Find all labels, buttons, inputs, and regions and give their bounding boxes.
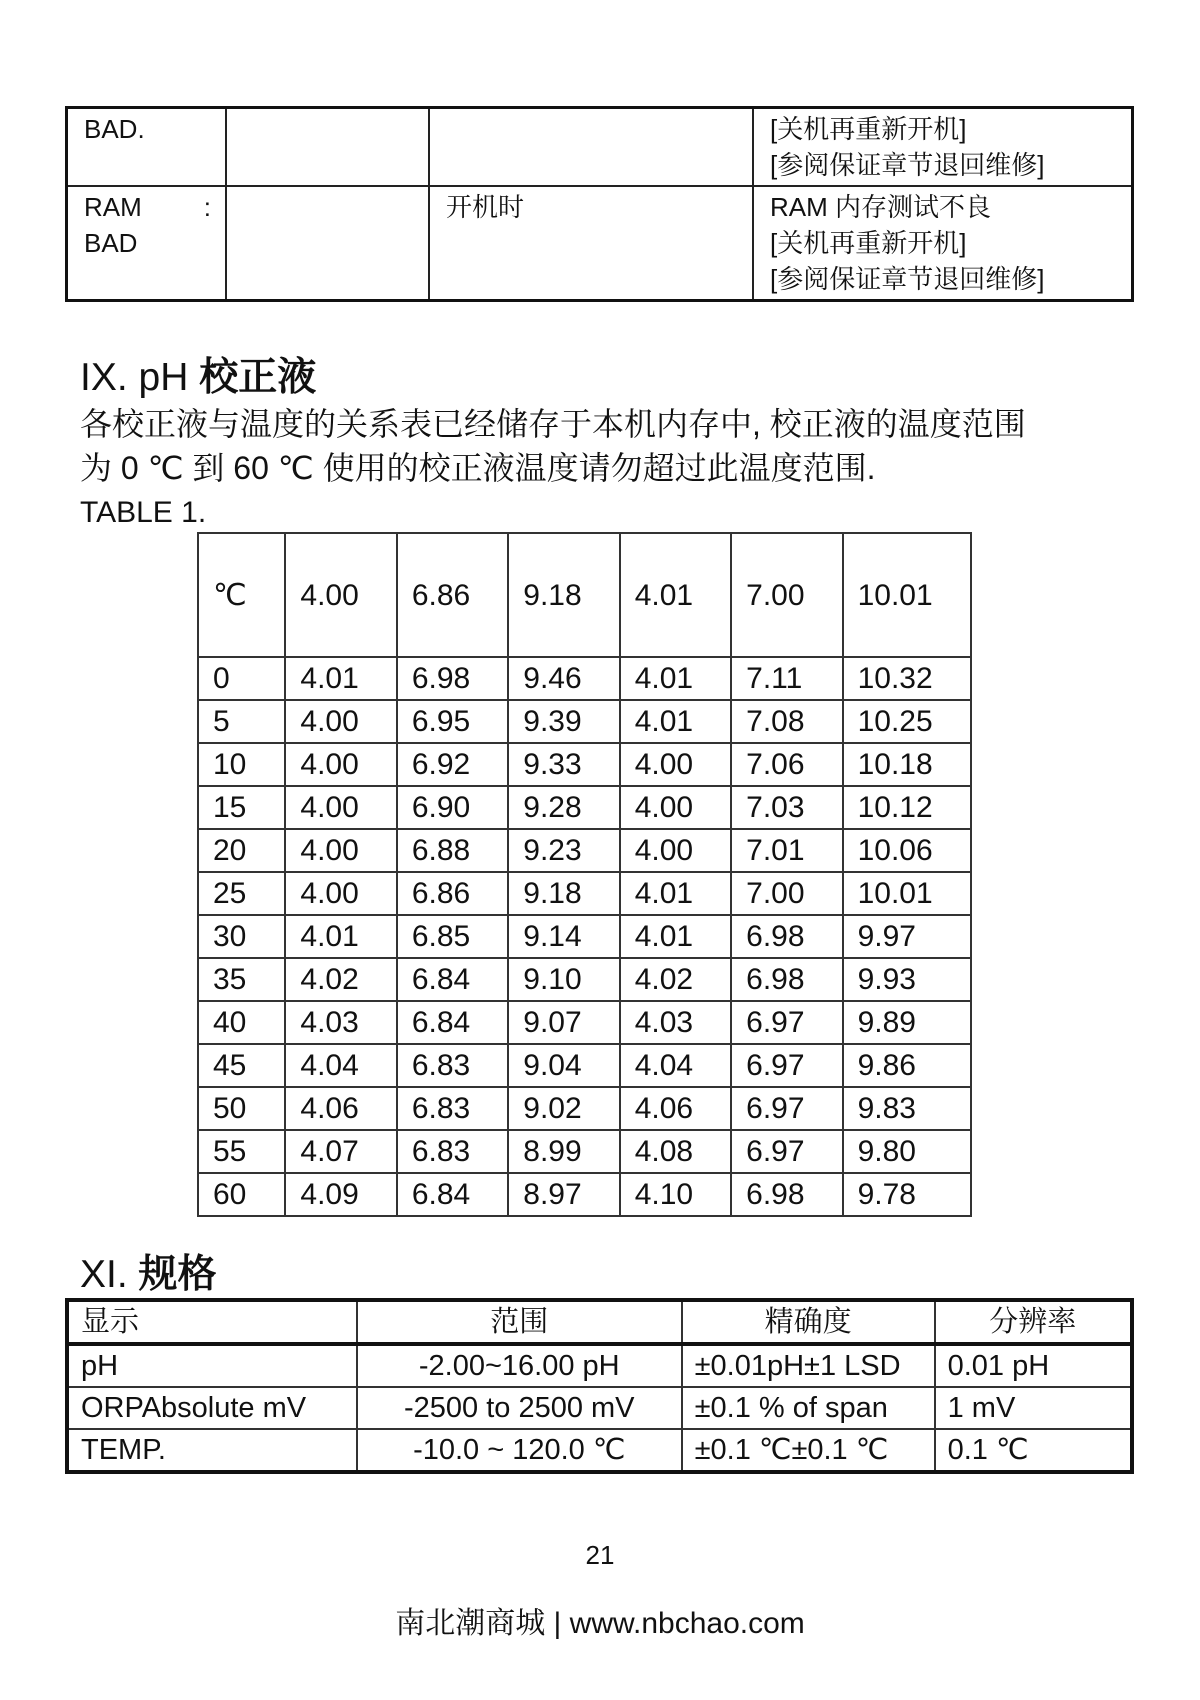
spec-range: -10.0 ~ 120.0 ℃ [357,1429,682,1472]
buffer-value-cell: 4.00 [285,743,396,786]
buffer-value-cell: 6.98 [731,1173,842,1216]
calibration-table-body [198,657,971,1216]
condition-cell: 开机时 [429,186,753,301]
description-cell [753,186,1133,301]
buffer-value-cell: 4.03 [620,1001,731,1044]
temperature-cell: 55 [198,1130,285,1173]
buffer-value-cell: 7.01 [731,829,842,872]
table-row [67,108,1133,187]
buffer-value-cell: 6.98 [731,958,842,1001]
empty-cell [226,108,429,187]
buffer-value-cell: 4.00 [620,786,731,829]
spec-resolution: 1 mV [935,1387,1132,1429]
heading-prefix: XI. [80,1253,139,1296]
buffer-value-cell: 9.10 [508,958,619,1001]
table-row [198,872,971,915]
buffer-value-cell: 6.92 [397,743,508,786]
table-row [198,829,971,872]
buffer-value-cell: 6.88 [397,829,508,872]
header-resolution: 分辨率 [935,1300,1132,1344]
buffer-value-cell: 10.01 [843,872,971,915]
heading-title: 校正液 [199,356,317,399]
header-buffer: 6.86 [397,533,508,657]
header-range: 范围 [357,1300,682,1344]
spec-display: ORPAbsolute mV [67,1387,357,1429]
spec-range: -2500 to 2500 mV [357,1387,682,1429]
buffer-value-cell: 4.01 [620,915,731,958]
header-temperature: ℃ [198,533,285,657]
buffer-value-cell: 9.02 [508,1087,619,1130]
buffer-value-cell: 4.01 [285,915,396,958]
buffer-value-cell: 4.02 [620,958,731,1001]
buffer-value-cell: 4.06 [620,1087,731,1130]
table-header-row [198,533,971,657]
table-row [198,743,971,786]
error-code-table [65,106,1134,302]
buffer-value-cell: 9.80 [843,1130,971,1173]
footer-text: 南北潮商城 | www.nbchao.com [395,1607,805,1640]
buffer-value-cell: 6.84 [397,1001,508,1044]
buffer-value-cell: 4.10 [620,1173,731,1216]
buffer-value-cell: 6.83 [397,1087,508,1130]
temperature-cell: 35 [198,958,285,1001]
table-row [67,1344,1132,1387]
buffer-value-cell: 10.18 [843,743,971,786]
table-label: TABLE 1. [80,496,207,529]
buffer-value-cell: 4.08 [620,1130,731,1173]
buffer-value-cell: 6.84 [397,958,508,1001]
table-row [198,1044,971,1087]
buffer-value-cell: 4.04 [285,1044,396,1087]
condition-cell [429,108,753,187]
description-line: RAM 内存测试不良 [770,192,992,222]
table-row [67,186,1133,301]
table-row [198,786,971,829]
section-ix-heading [80,356,316,400]
buffer-value-cell: 9.23 [508,829,619,872]
buffer-value-cell: 10.25 [843,700,971,743]
calibration-table [197,532,972,1217]
temperature-cell: 45 [198,1044,285,1087]
buffer-value-cell: 10.06 [843,829,971,872]
buffer-value-cell: 6.98 [397,657,508,700]
buffer-value-cell: 10.32 [843,657,971,700]
buffer-value-cell: 10.12 [843,786,971,829]
temperature-cell: 60 [198,1173,285,1216]
buffer-value-cell: 7.06 [731,743,842,786]
buffer-value-cell: 9.28 [508,786,619,829]
buffer-value-cell: 4.00 [285,872,396,915]
temperature-cell: 25 [198,872,285,915]
buffer-value-cell: 6.83 [397,1130,508,1173]
buffer-value-cell: 4.00 [285,700,396,743]
error-code-line2: BAD [84,228,138,258]
buffer-value-cell: 4.00 [620,743,731,786]
header-buffer: 9.18 [508,533,619,657]
heading-title: 规格 [138,1253,217,1296]
buffer-value-cell: 4.00 [285,786,396,829]
table-row [198,1130,971,1173]
buffer-value-cell: 8.99 [508,1130,619,1173]
table-row [198,915,971,958]
error-code: BAD. [84,114,145,144]
table-row [67,1429,1132,1472]
header-buffer: 4.01 [620,533,731,657]
error-code: RAM [84,192,142,222]
table-row [67,1387,1132,1429]
buffer-value-cell: 9.14 [508,915,619,958]
spec-accuracy: ±0.01pH±1 LSD [682,1344,935,1387]
buffer-value-cell: 9.39 [508,700,619,743]
temperature-cell: 30 [198,915,285,958]
temperature-cell: 50 [198,1087,285,1130]
table-row [198,1087,971,1130]
buffer-value-cell: 6.85 [397,915,508,958]
temperature-cell: 40 [198,1001,285,1044]
heading-prefix: IX. pH [80,356,200,399]
spec-display: pH [67,1344,357,1387]
header-buffer: 7.00 [731,533,842,657]
table-header-row [67,1300,1132,1344]
description-line: [关机再重新开机] [770,228,967,258]
buffer-value-cell: 9.83 [843,1087,971,1130]
buffer-value-cell: 7.08 [731,700,842,743]
header-accuracy: 精确度 [682,1300,935,1344]
section-xi-heading [80,1253,217,1297]
buffer-value-cell: 4.04 [620,1044,731,1087]
spec-range: -2.00~16.00 pH [357,1344,682,1387]
buffer-value-cell: 4.02 [285,958,396,1001]
buffer-value-cell: 6.98 [731,915,842,958]
description-line: [参阅保证章节退回维修] [770,150,1045,180]
section-ix-paragraph-line-1: 各校正液与温度的关系表已经储存于本机内存中, 校正液的温度范围 [80,406,1026,442]
buffer-value-cell: 6.97 [731,1044,842,1087]
page-number: 21 [585,1540,615,1570]
buffer-value-cell: 6.83 [397,1044,508,1087]
buffer-value-cell: 4.01 [620,700,731,743]
description-cell [753,108,1133,187]
buffer-value-cell: 7.03 [731,786,842,829]
buffer-value-cell: 4.00 [285,829,396,872]
description-line: [关机再重新开机] [770,114,967,144]
buffer-value-cell: 7.00 [731,872,842,915]
temperature-cell: 15 [198,786,285,829]
buffer-value-cell: 8.97 [508,1173,619,1216]
buffer-value-cell: 9.33 [508,743,619,786]
buffer-value-cell: 9.93 [843,958,971,1001]
header-buffer: 10.01 [843,533,971,657]
buffer-value-cell: 9.97 [843,915,971,958]
buffer-value-cell: 4.01 [285,657,396,700]
error-code-cell [67,108,227,187]
table-row [198,657,971,700]
buffer-value-cell: 9.07 [508,1001,619,1044]
temperature-cell: 0 [198,657,285,700]
header-buffer: 4.00 [285,533,396,657]
empty-cell [226,186,429,301]
buffer-value-cell: 6.97 [731,1001,842,1044]
spec-resolution: 0.01 pH [935,1344,1132,1387]
buffer-value-cell: 6.86 [397,872,508,915]
buffer-value-cell: 9.86 [843,1044,971,1087]
buffer-value-cell: 4.00 [620,829,731,872]
spec-resolution: 0.1 ℃ [935,1429,1132,1472]
buffer-value-cell: 9.89 [843,1001,971,1044]
buffer-value-cell: 4.03 [285,1001,396,1044]
table-row [198,700,971,743]
table-row [198,958,971,1001]
buffer-value-cell: 6.95 [397,700,508,743]
temperature-cell: 5 [198,700,285,743]
buffer-value-cell: 4.01 [620,872,731,915]
spec-accuracy: ±0.1 ℃±0.1 ℃ [682,1429,935,1472]
error-code-cell [67,186,227,301]
buffer-value-cell: 4.06 [285,1087,396,1130]
description-line: [参阅保证章节退回维修] [770,264,1045,294]
table-row [198,1173,971,1216]
buffer-value-cell: 6.84 [397,1173,508,1216]
buffer-value-cell: 4.01 [620,657,731,700]
error-code-colon: : [203,192,211,222]
temperature-cell: 20 [198,829,285,872]
buffer-value-cell: 9.46 [508,657,619,700]
spec-display: TEMP. [67,1429,357,1472]
buffer-value-cell: 4.09 [285,1173,396,1216]
section-ix-paragraph-line-2: 为 0 ℃ 到 60 ℃ 使用的校正液温度请勿超过此温度范围. [80,450,876,486]
buffer-value-cell: 7.11 [731,657,842,700]
buffer-value-cell: 9.78 [843,1173,971,1216]
buffer-value-cell: 6.97 [731,1087,842,1130]
buffer-value-cell: 6.97 [731,1130,842,1173]
buffer-value-cell: 9.04 [508,1044,619,1087]
buffer-value-cell: 9.18 [508,872,619,915]
buffer-value-cell: 4.07 [285,1130,396,1173]
specification-table [65,1298,1134,1474]
spec-accuracy: ±0.1 % of span [682,1387,935,1429]
temperature-cell: 10 [198,743,285,786]
table-row [198,1001,971,1044]
buffer-value-cell: 6.90 [397,786,508,829]
header-display: 显示 [67,1300,357,1344]
